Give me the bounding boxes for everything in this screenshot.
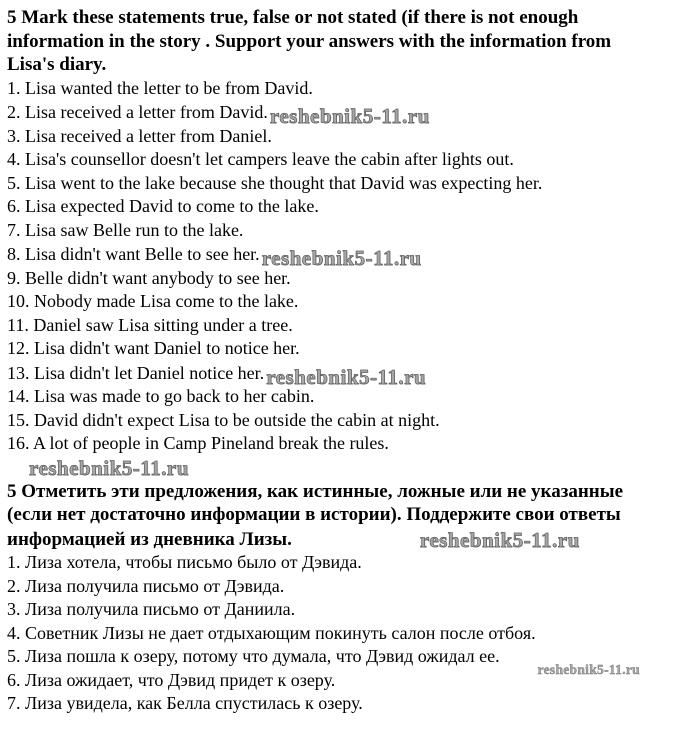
statement-text: 6. Lisa expected David to come to the lake. xyxy=(7,196,319,216)
statement-text: 12. Lisa didn't want Daniel to notice her. xyxy=(7,338,300,358)
statement-text: 14. Lisa was made to go back to her cabin. xyxy=(7,386,315,406)
statement-text: 8. Lisa didn't want Belle to see her. xyxy=(7,244,260,264)
statement-text: 5. Лиза пошла к озеру, потому что думала, что Дэвид ожидал ее. xyxy=(7,646,500,666)
statement-text: 11. Daniel saw Lisa sitting under a tree. xyxy=(7,314,293,335)
statement-text: 2. Lisa received a letter from David. xyxy=(7,102,268,122)
statement-item xyxy=(7,692,672,716)
statement-item xyxy=(7,100,672,128)
statement-item xyxy=(7,314,672,338)
watermark: reshebnik5-11.ru xyxy=(266,364,427,389)
statement-item xyxy=(7,645,672,677)
watermark: reshebnik5-11.ru xyxy=(261,246,422,270)
task-heading-ru-line-1: 5 Отметить эти предложения, как истинные, ложные или не указанные xyxy=(7,480,624,502)
statement-item xyxy=(7,409,672,433)
statement-item xyxy=(7,195,672,219)
statement-text: 13. Lisa didn't let Daniel notice her. xyxy=(7,362,265,383)
statement-item xyxy=(7,432,672,456)
statement-item xyxy=(7,361,672,389)
statements-list-ru xyxy=(7,551,672,716)
watermark: reshebnik5-11.ru xyxy=(29,455,189,480)
statement-text: 16. A lot of people in Camp Pineland break the rules. xyxy=(7,433,389,453)
statement-text: 5. Lisa went to the lake because she thought that David was expecting her. xyxy=(7,172,543,193)
statements-list-en xyxy=(7,77,672,456)
task-heading-en-line-3: Lisa's diary. xyxy=(7,54,107,75)
statement-item xyxy=(7,267,672,291)
statement-text: 1. Лиза хотела, чтобы письмо было от Дэвида. xyxy=(7,552,362,572)
statement-item xyxy=(7,290,672,314)
watermark: reshebnik5-11.ru xyxy=(269,104,430,128)
statement-item xyxy=(7,242,672,270)
statement-text: 7. Lisa saw Belle run to the lake. xyxy=(7,219,244,240)
task-heading-en xyxy=(7,6,672,77)
statement-item xyxy=(7,148,672,172)
statement-item xyxy=(7,622,672,646)
statement-text: 2. Лиза получила письмо от Дэвида. xyxy=(7,575,285,596)
task-heading-ru-line-3-text: информацией из дневника Лизы. xyxy=(7,528,292,550)
statement-text: 7. Лиза увидела, как Белла спустилась к озеру. xyxy=(7,693,363,713)
statement-item xyxy=(7,172,672,196)
statement-item xyxy=(7,551,672,575)
watermark: reshebnik5-11.ru xyxy=(419,527,580,552)
statement-text: 3. Lisa received a letter from Daniel. xyxy=(7,125,272,146)
statement-text: 4. Lisa's counsellor doesn't let campers leave the cabin after lights out. xyxy=(7,149,514,169)
statement-text: 1. Lisa wanted the letter to be from David. xyxy=(7,77,313,98)
statement-item xyxy=(7,575,672,599)
watermark: reshebnik5-11.ru xyxy=(537,662,640,677)
statement-text: 9. Belle didn't want anybody to see her. xyxy=(7,267,291,288)
statement-item xyxy=(7,125,672,149)
statement-item xyxy=(7,598,672,622)
statement-text: 4. Советник Лизы не дает отдыхающим покинуть салон после отбоя. xyxy=(7,622,536,643)
statement-item xyxy=(7,669,672,693)
statement-item xyxy=(7,385,672,409)
task-heading-ru-line-3 xyxy=(7,527,672,552)
statement-item xyxy=(7,219,672,243)
statement-text: 3. Лиза получила письмо от Даниила. xyxy=(7,599,296,619)
statement-item xyxy=(7,337,672,361)
task-heading-en-line-2: information in the story . Support your answers with the information from xyxy=(7,30,612,52)
task-heading-en-line-1: 5 Mark these statements true, false or not stated (if there is not enough xyxy=(7,7,579,28)
task-heading-ru-line-2: (если нет достаточно информации в истории). Поддержите свои ответы xyxy=(7,504,621,525)
statement-text: 15. David didn't expect Lisa to be outside the cabin at night. xyxy=(7,409,440,430)
statement-text: 6. Лиза ожидает, что Дэвид придет к озеру. xyxy=(7,669,336,690)
statement-text: 10. Nobody made Lisa come to the lake. xyxy=(7,291,299,311)
statement-item xyxy=(7,77,672,101)
task-heading-ru xyxy=(7,480,672,552)
